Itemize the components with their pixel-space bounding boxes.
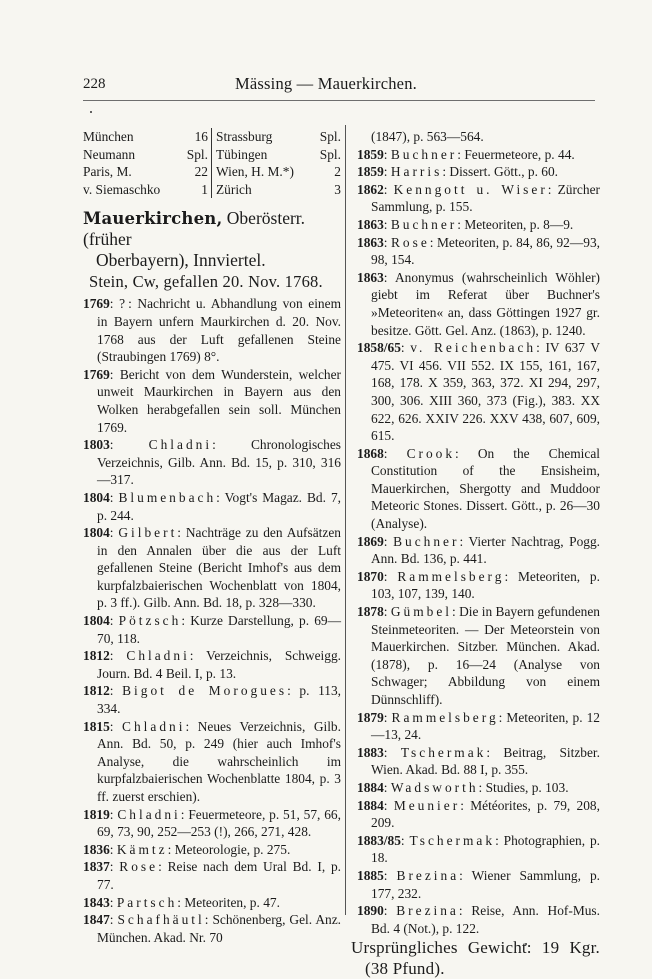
- reference-text: Vierter Nachtrag, Pogg. Ann. Bd. 136, p. 441.: [371, 533, 601, 567]
- reference-author: Harris: [390, 164, 443, 180]
- reference-year: 1804: [83, 525, 110, 541]
- reference-year: 1859: [357, 146, 384, 162]
- meteorite-name: Mauerkirchen,: [83, 209, 223, 229]
- reference-entry: 1862: Kenngott u. Wiser: Zürcher Sammlung, p. 155.: [357, 181, 600, 215]
- reference-text: Anonymus (wahrscheinlich Wöhler) giebt im Referat über Buchner's »Meteoriten« an, dass Göttingen 1927 gr. besitze. Gött. Gel. Anz. (1863), p. 1240.: [371, 269, 600, 338]
- reference-entry: 1769: ?: Nachricht u. Abhandlung von einem in Bayern unfern Maurkirchen d. 20. Nov. 1768 aus der Luft gefallenen Steine (Straubingen 1769) 8°.: [83, 296, 341, 365]
- reference-entry: 1858/65: v. Reichenbach: IV 637 V 475. VI 456. VII 552. IX 155, 161, 167, 168, 178. X 359, 363, 372. XI 294, 297, 300, 306. XIII 360, 373 (Fig.), 383. XX 622, 626. XXIV 226. XXV 438, 607, 609, 615.: [357, 340, 600, 444]
- reference-author: Buchner: [390, 146, 458, 162]
- reference-year: 1803: [83, 437, 110, 453]
- reference-text: Meteoriten, p. 12—13, 24.: [371, 709, 600, 743]
- reference-text: Kurze Darstellung, p. 69—70, 118.: [97, 613, 341, 646]
- reference-author: Buchner: [390, 216, 458, 232]
- holdings-table: [83, 128, 341, 198]
- reference-author: Chladni: [117, 806, 181, 822]
- reference-year: 1883: [357, 744, 384, 760]
- meteorite-location-cont: Oberbayern), Innviertel.: [96, 250, 266, 271]
- holdings-row: [216, 128, 341, 146]
- references-right: [357, 128, 600, 937]
- reference-text: Die in Bayern gefundenen Steinmeteoriten. — Der Meteorstein von Mauerkirchen. Sitzber. München. Akad. (1878), p. 16—24 (Analyse von Schwager; Abbildung von einem Dünnschliff).: [371, 604, 601, 707]
- reference-entry: 1812: Chladni: Verzeichnis, Schweigg. Journ. Bd. 4 Beil. I, p. 13.: [83, 648, 341, 681]
- reference-year: 1863: [357, 216, 384, 232]
- column-divider: [345, 125, 346, 915]
- reference-author: Schafhäutl: [117, 912, 205, 928]
- reference-text: Meteoriten, p. 47.: [184, 894, 280, 910]
- reference-author: Brezina: [396, 867, 460, 883]
- reference-entry: 1859: Harris: Dissert. Gött., p. 60.: [357, 164, 559, 180]
- reference-entry: 1836: Kämtz: Meteorologie, p. 275.: [83, 841, 291, 857]
- holding-place: Tübingen: [216, 146, 268, 162]
- reference-text: Reise nach dem Ural Bd. I, p. 77.: [97, 859, 341, 892]
- reference-author: Chladni: [148, 437, 213, 453]
- reference-year: 1812: [83, 683, 110, 699]
- reference-year: 1837: [83, 859, 110, 875]
- reference-author: Gilbert: [118, 525, 178, 541]
- reference-text: IV 637 V 475. VI 456. VII 552. IX 155, 161, 167, 168, 178. X 359, 363, 372. XI 294, 297, 300, 306. XIII 360, 373 (Fig.), 383. XX 622, 626. XXIV 226. XXV 438, 607, 609, 615.: [371, 340, 600, 444]
- reference-entry: 1884: Wadsworth: Studies, p. 103.: [357, 779, 569, 795]
- reference-year: 1884: [357, 797, 384, 813]
- reference-text: Verzeichnis, Schweigg. Journ. Bd. 4 Beil. I, p. 13.: [97, 648, 341, 681]
- reference-year: 1804: [83, 613, 110, 629]
- reference-author: Meunier: [393, 797, 461, 813]
- reference-text: (1847), p. 563—564.: [371, 129, 484, 144]
- reference-entry: 1859: Buchner: Feuermeteore, p. 44.: [357, 146, 575, 162]
- print-speck: [90, 111, 92, 113]
- reference-entry: 1878: Gümbel: Die in Bayern gefundenen Steinmeteoriten. — Der Meteorstein von Mauerkirchen. Sitzber. München. Akad. (1878), p. 16—24 (Analyse von Schwager; Abbildung von einem Dünnschliff).: [357, 604, 601, 707]
- reference-author: Chladni: [122, 718, 186, 734]
- reference-year: 1879: [357, 709, 384, 725]
- reference-entry: 1804: Blumenbach: Vogt's Magaz. Bd. 7, p. 244.: [83, 489, 341, 523]
- reference-author: Bigot de Morogues: [122, 683, 288, 699]
- reference-author: Brezina: [396, 903, 459, 919]
- reference-text: Nachricht u. Abhandlung von einem in Bayern unfern Maurkirchen d. 20. Nov. 1768 aus der Luft gefallenen Steine (Straubingen 1769) 8°.: [97, 296, 341, 365]
- reference-text: Reise, Ann. Hof-Mus. Bd. 4 (Not.), p. 122.: [371, 903, 600, 936]
- holding-amount: Spl.: [319, 129, 341, 144]
- reference-entry: [371, 128, 600, 146]
- holding-place: Strassburg: [216, 129, 273, 144]
- reference-entry: 1863: Anonymus (wahrscheinlich Wöhler) giebt im Referat über Buchner's »Meteoriten« an, dass Göttingen 1927 gr. besitze. Gött. Gel. Anz. (1863), p. 1240.: [357, 269, 600, 338]
- reference-entry: 1769: Bericht von dem Wunderstein, welcher unweit Maurkirchen in Bayern aus den Wolken herabgefallen sein soll. München 1769.: [83, 366, 341, 435]
- holdings-row: [83, 146, 208, 164]
- reference-text: Meteorologie, p. 275.: [174, 841, 291, 857]
- reference-author: Blumenbach: [118, 489, 217, 505]
- reference-author: Pötzsch: [118, 613, 182, 629]
- reference-entry: 1803: Chladni: Chronologisches Verzeichnis, Gilb. Ann. Bd. 15, p. 310, 316—317.: [83, 437, 341, 488]
- reference-entry: 1843: Partsch: Meteoriten, p. 47.: [83, 894, 280, 910]
- holding-amount: 1: [201, 181, 208, 197]
- reference-year: 1769: [83, 296, 110, 312]
- reference-year: 1815: [83, 718, 110, 734]
- reference-year: 1819: [83, 806, 110, 822]
- reference-author: Tschermak: [409, 832, 496, 848]
- reference-entry: 1885: Brezina: Wiener Sammlung, p. 177, 232.: [357, 867, 600, 901]
- reference-entry: 1869: Buchner: Vierter Nachtrag, Pogg. Ann. Bd. 136, p. 441.: [357, 533, 601, 567]
- holding-amount: 22: [194, 164, 208, 180]
- reference-year: 1863: [357, 234, 384, 250]
- holding-place: Paris, M.: [83, 164, 132, 180]
- reference-entry: 1815: Chladni: Neues Verzeichnis, Gilb. Ann. Bd. 50, p. 249 (hier auch Imhof's Analyse, die wahrscheinlich im kurpfalzbaierischen Wochenblatte 1804, p. 3 ff. zuerst erschien).: [83, 718, 341, 804]
- reference-year: 1890: [357, 903, 384, 919]
- reference-entry: 1868: Crook: On the Chemical Constitution of the Ensisheim, Mauerkirchen, Shergotty and Muddoor Meteoric Stones. Dissert. Gött., p. 26—30 (Analyse).: [357, 445, 600, 532]
- reference-text: Meteoriten, p. 8—9.: [464, 216, 574, 232]
- reference-author: Buchner: [393, 533, 460, 549]
- reference-author: Rose: [119, 859, 159, 875]
- reference-year: 1868: [357, 445, 384, 461]
- reference-year: 1883/85: [357, 832, 401, 848]
- holding-place: Neumann: [83, 146, 136, 162]
- reference-author: Gümbel: [390, 604, 452, 620]
- reference-year: 1862: [357, 181, 384, 197]
- reference-author: Rammelsberg: [391, 709, 499, 725]
- reference-year: 1878: [357, 604, 384, 620]
- reference-author: Rammelsberg: [397, 568, 505, 584]
- reference-text: Dissert. Gött., p. 60.: [449, 164, 559, 180]
- holding-place: Zürich: [216, 181, 252, 197]
- holding-amount: Spl.: [319, 146, 341, 162]
- holdings-row: [83, 181, 208, 199]
- reference-author: Tschermak: [400, 744, 487, 760]
- holding-amount: 3: [334, 181, 341, 197]
- reference-entry: 1870: Rammelsberg: Meteoriten, p. 103, 107, 139, 140.: [357, 568, 600, 602]
- running-title: Mässing — Mauerkirchen.: [235, 74, 417, 93]
- reference-year: 1858/65: [357, 340, 401, 356]
- reference-year: 1863: [357, 269, 384, 285]
- left-column: [83, 128, 341, 946]
- holdings-row: [216, 146, 341, 164]
- reference-author: Partsch: [116, 894, 178, 910]
- holdings-left: [83, 128, 212, 198]
- reference-text: Wiener Sammlung, p. 177, 232.: [371, 867, 600, 901]
- holding-place: v. Siemaschko: [83, 181, 161, 197]
- reference-year: 1843: [83, 894, 110, 910]
- references-left: [83, 295, 341, 946]
- reference-text: Zürcher Sammlung, p. 155.: [371, 181, 600, 215]
- reference-year: 1869: [357, 533, 384, 549]
- reference-year: 1847: [83, 912, 110, 928]
- reference-text: Nachträge zu den Aufsätzen in den Annalen über die aus der Luft gefallenen Steine (Bericht Imhof's aus dem kurpfalzbaierischen Wochenblatt von 1804, p. 3 ff.). Gilb. Ann. Bd. 18, p. 328—330.: [97, 525, 341, 611]
- reference-entry: 1812: Bigot de Morogues: p. 113, 334.: [83, 683, 341, 717]
- right-column: [351, 128, 601, 979]
- reference-author: Rose: [390, 234, 430, 250]
- reference-year: 1812: [83, 648, 110, 664]
- reference-entry: 1863: Buchner: Meteoriten, p. 8—9.: [357, 216, 574, 232]
- reference-year: 1884: [357, 779, 384, 795]
- reference-year: 1859: [357, 164, 384, 180]
- reference-entry: 1884: Meunier: Météorites, p. 79, 208, 209.: [357, 797, 600, 831]
- reference-year: 1870: [357, 568, 384, 584]
- reference-entry: 1837: Rose: Reise nach dem Ural Bd. I, p. 77.: [83, 859, 341, 892]
- reference-author: Kenngott u. Wiser: [393, 181, 548, 197]
- reference-year: 1885: [357, 867, 384, 883]
- reference-year: 1804: [83, 489, 110, 505]
- reference-entry: 1883: Tschermak: Beitrag, Sitzber. Wien. Akad. Bd. 88 I, p. 355.: [357, 744, 601, 778]
- meteorite-location: Oberösterr. (früher: [83, 208, 306, 250]
- holdings-right: [212, 128, 341, 198]
- page-number: 228: [83, 76, 106, 92]
- entry-heading: [83, 208, 341, 250]
- holding-place: München: [83, 129, 134, 144]
- reference-entry: 1804: Gilbert: Nachträge zu den Aufsätzen in den Annalen über die aus der Luft gefallenen Steine (Bericht Imhof's aus dem kurpfalzbaierischen Wochenblatt von 1804, p. 3 ff.). Gilb. Ann. Bd. 18, p. 328—330.: [83, 525, 341, 611]
- reference-author: Wadsworth: [390, 779, 479, 795]
- holdings-row: [216, 163, 341, 181]
- holding-amount: 2: [334, 164, 341, 180]
- holding-amount: 16: [194, 129, 208, 144]
- reference-text: Meteoriten, p. 84, 86, 92—93, 98, 154.: [371, 234, 600, 268]
- reference-year: 1836: [83, 841, 110, 857]
- reference-text: Meteoriten, p. 103, 107, 139, 140.: [371, 568, 600, 602]
- reference-text: Feuermeteore, p. 51, 57, 66, 69, 73, 90, 252—253 (!), 266, 271, 428.: [97, 806, 341, 840]
- reference-author: Chladni: [126, 648, 190, 664]
- reference-text: Feuermeteore, p. 44.: [464, 146, 575, 162]
- holdings-row: [83, 128, 208, 146]
- holding-place: Wien, H. M.*): [216, 164, 294, 180]
- fall-description: Stein, Cw, gefallen 20. Nov. 1768.: [89, 272, 323, 292]
- header-rule: [83, 100, 595, 101]
- reference-text: Schönenberg, Gel. Anz. München. Akad. Nr. 70: [97, 912, 342, 945]
- reference-author: Crook: [406, 445, 456, 461]
- reference-year: 1769: [83, 366, 110, 382]
- reference-entry: 1863: Rose: Meteoriten, p. 84, 86, 92—93, 98, 154.: [357, 234, 600, 268]
- reference-entry: 1804: Pötzsch: Kurze Darstellung, p. 69—70, 118.: [83, 613, 341, 646]
- reference-entry: 1883/85: Tschermak: Photographien, p. 18.: [357, 832, 601, 866]
- reference-text: Photographien, p. 18.: [371, 832, 601, 866]
- reference-entry: 1847: Schafhäutl: Schönenberg, Gel. Anz. München. Akad. Nr. 70: [83, 912, 342, 945]
- reference-text: Neues Verzeichnis, Gilb. Ann. Bd. 50, p. 249 (hier auch Imhof's Analyse, die wahrscheinlich im kurpfalzbaierischen Wochenblatte 1804, p. 3 ff. zuerst erschien).: [97, 718, 341, 804]
- reference-text: Bericht von dem Wunderstein, welcher unweit Maurkirchen in Bayern aus den Wolken herabgefallen sein soll. München 1769.: [97, 366, 341, 435]
- holding-amount: Spl.: [186, 146, 208, 162]
- holdings-row: [216, 181, 341, 199]
- reference-text: Vogt's Magaz. Bd. 7, p. 244.: [97, 489, 341, 523]
- reference-text: Beitrag, Sitzber. Wien. Akad. Bd. 88 I, p. 355.: [371, 744, 601, 778]
- reference-entry: 1890: Brezina: Reise, Ann. Hof-Mus. Bd. 4 (Not.), p. 122.: [357, 903, 600, 936]
- reference-text: On the Chemical Constitution of the Ensisheim, Mauerkirchen, Shergotty and Muddoor Meteoric Stones. Dissert. Gött., p. 26—30 (Analyse).: [371, 445, 600, 532]
- reference-author: v. Reichenbach: [410, 340, 537, 356]
- reference-author: ?: [119, 296, 129, 312]
- reference-text: Studies, p. 103.: [485, 779, 569, 795]
- reference-author: Kämtz: [116, 841, 168, 857]
- reference-text: Météorites, p. 79, 208, 209.: [371, 797, 600, 831]
- reference-entry: 1879: Rammelsberg: Meteoriten, p. 12—13, 24.: [357, 709, 600, 743]
- original-weight: Ursprüngliches Gewicht: 19 Kgr. (38 Pfund).: [351, 938, 600, 979]
- reference-entry: 1819: Chladni: Feuermeteore, p. 51, 57, 66, 69, 73, 90, 252—253 (!), 266, 271, 428.: [83, 806, 341, 840]
- reference-text: p. 113, 334.: [97, 683, 341, 717]
- reference-text: Chronologisches Verzeichnis, Gilb. Ann. Bd. 15, p. 310, 316—317.: [97, 437, 341, 488]
- holdings-row: [83, 163, 208, 181]
